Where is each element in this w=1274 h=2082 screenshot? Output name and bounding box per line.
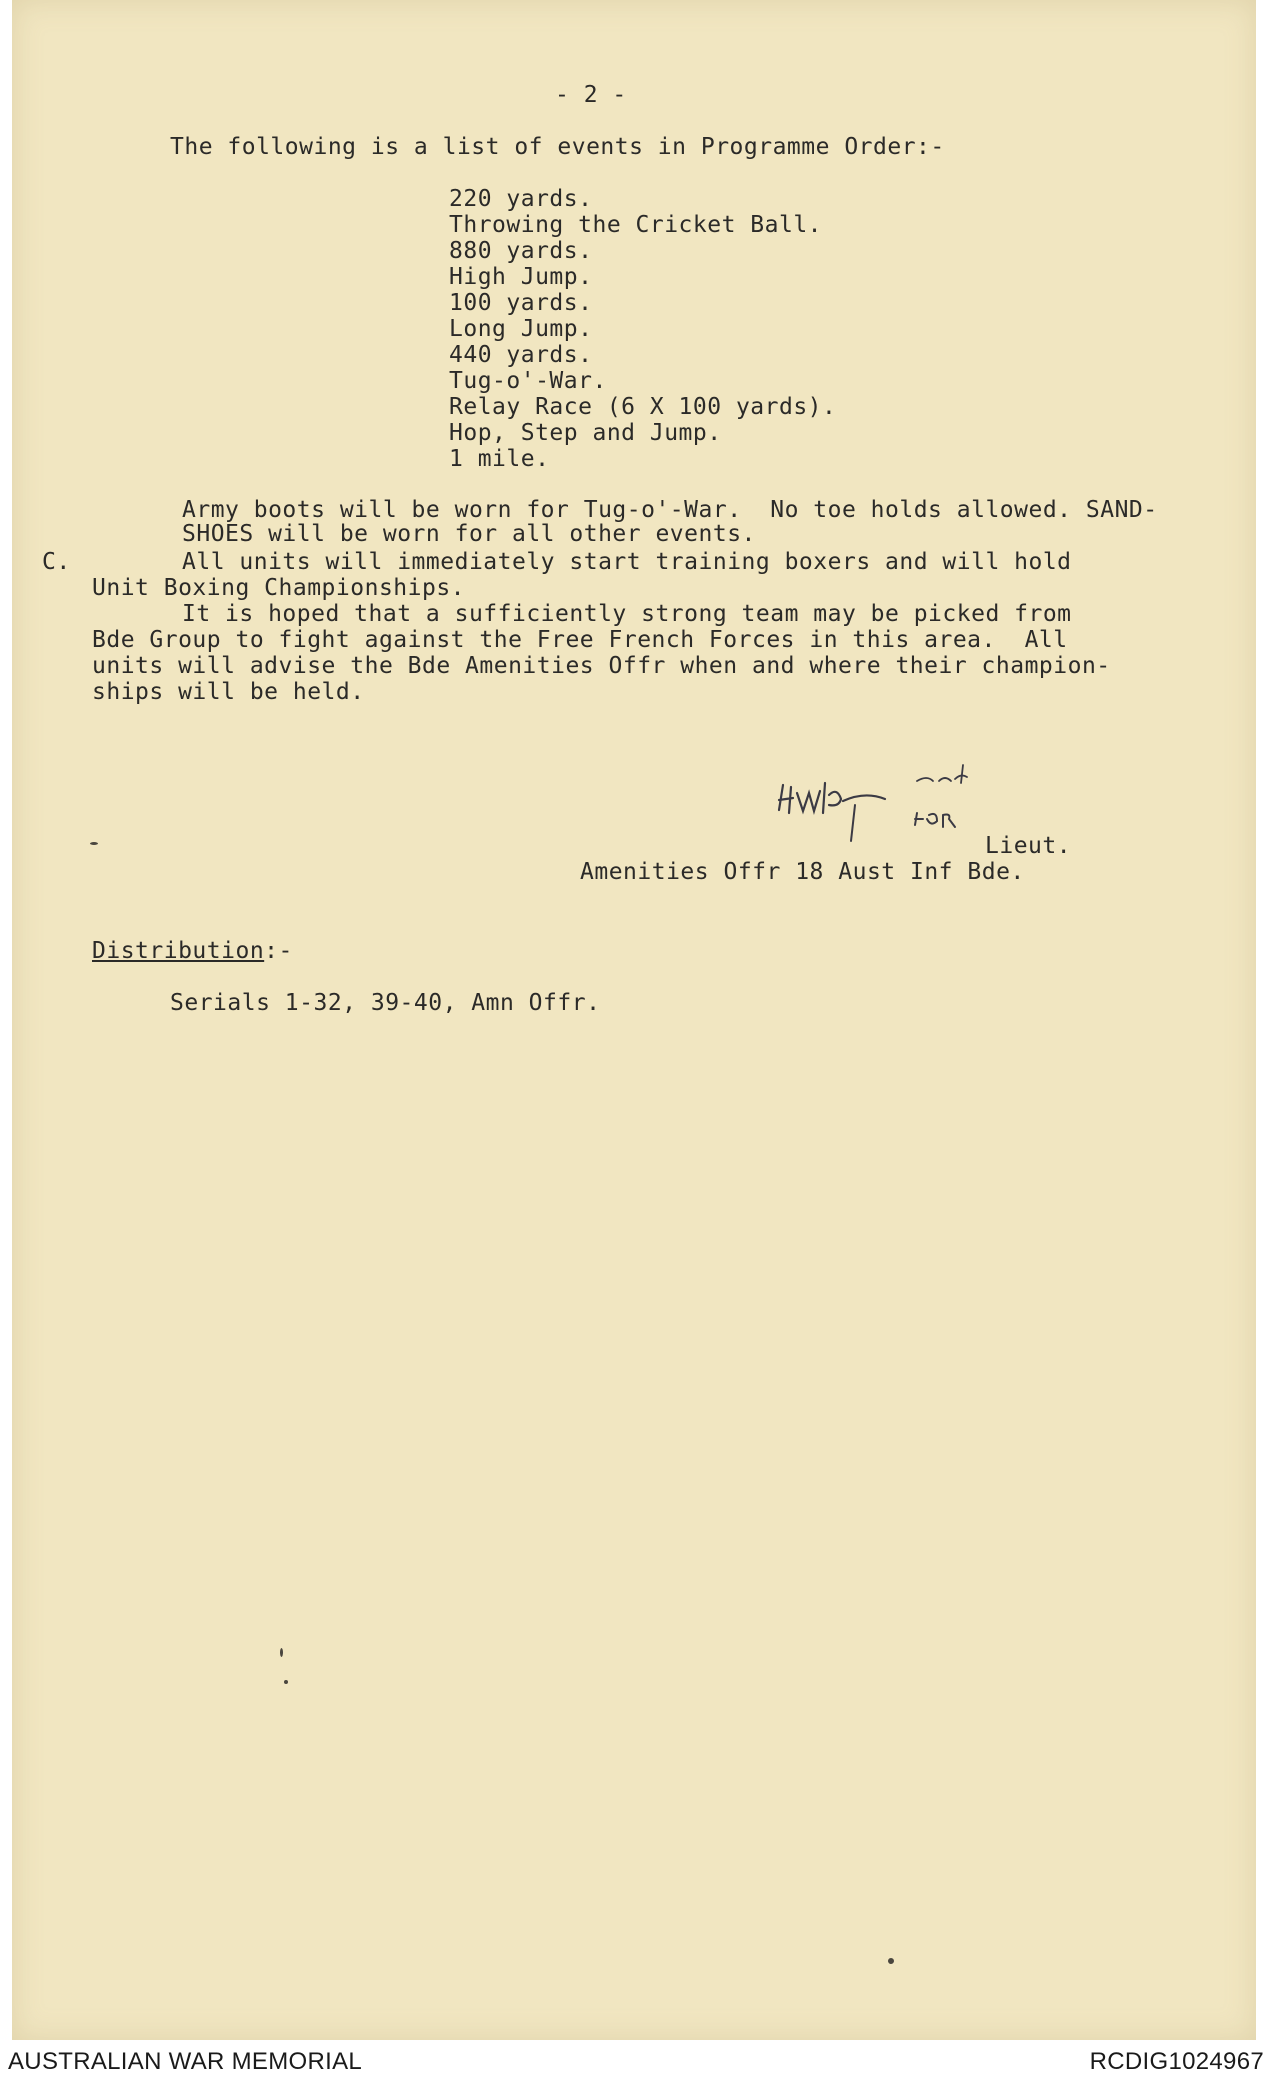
boots-paragraph-line: SHOES will be worn for all other events. bbox=[182, 521, 756, 547]
events-list bbox=[449, 186, 836, 472]
event-item: Tug-o'-War. bbox=[449, 368, 607, 394]
document-page bbox=[12, 0, 1256, 2040]
event-item: Throwing the Cricket Ball. bbox=[449, 212, 823, 238]
event-item: Hop, Step and Jump. bbox=[449, 420, 722, 446]
ink-mark bbox=[280, 1648, 283, 1657]
team-paragraph-line: ships will be held. bbox=[92, 679, 365, 705]
team-paragraph-line: It is hoped that a sufficiently strong team may be picked from bbox=[182, 601, 1072, 627]
team-paragraph-line: units will advise the Bde Amenities Offr when and where their champion- bbox=[92, 653, 1111, 679]
footer-institution: AUSTRALIAN WAR MEMORIAL bbox=[8, 2048, 363, 2075]
ink-mark bbox=[284, 1680, 288, 1684]
distribution-list: Serials 1-32, 39-40, Amn Offr. bbox=[170, 990, 601, 1016]
boxing-paragraph-line: Unit Boxing Championships. bbox=[92, 575, 466, 601]
intro-line: The following is a list of events in Programme Order:- bbox=[170, 134, 945, 160]
signature-rank: Lieut. bbox=[985, 833, 1072, 859]
signature-appointment: Amenities Offr 18 Aust Inf Bde. bbox=[580, 859, 1025, 885]
paragraph-marker: C. bbox=[42, 549, 71, 575]
event-item: 440 yards. bbox=[449, 342, 593, 368]
team-paragraph-line: Bde Group to fight against the Free French Forces in this area. All bbox=[92, 627, 1068, 653]
event-item: 880 yards. bbox=[449, 238, 593, 264]
event-item: 100 yards. bbox=[449, 290, 593, 316]
event-item: 1 mile. bbox=[449, 446, 550, 472]
event-item: High Jump. bbox=[449, 264, 593, 290]
boxing-paragraph-line: All units will immediately start training boxers and will hold bbox=[182, 549, 1072, 575]
event-item: Long Jump. bbox=[449, 316, 593, 342]
ink-mark bbox=[888, 1958, 894, 1964]
distribution-heading-suffix: :- bbox=[264, 938, 293, 964]
boots-paragraph-line: Army boots will be worn for Tug-o'-War. No toe holds allowed. SAND- bbox=[182, 497, 1158, 523]
event-item: Relay Race (6 X 100 yards). bbox=[449, 394, 837, 420]
event-item: 220 yards. bbox=[449, 186, 593, 212]
footer-identifier: RCDIG1024967 bbox=[1089, 2048, 1264, 2075]
distribution-heading bbox=[92, 938, 293, 964]
ink-mark bbox=[90, 842, 98, 845]
page-number: - 2 - bbox=[555, 82, 627, 108]
distribution-heading-text: Distribution bbox=[92, 938, 265, 964]
